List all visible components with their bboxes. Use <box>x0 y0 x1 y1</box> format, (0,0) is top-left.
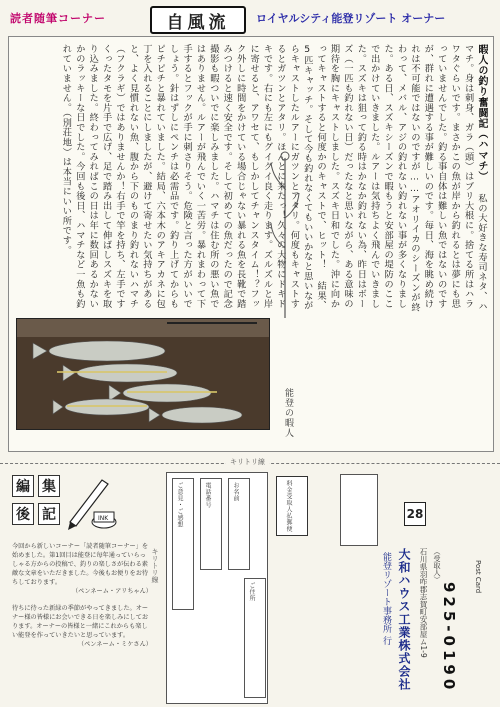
recipient-label: （受取人） <box>433 548 441 583</box>
essay-line: ヒット！ 結果、5匹キャッチ。 <box>301 44 327 311</box>
essay-line: 久々の大物にドキドキです。 <box>261 44 286 309</box>
essay-line: ズルズルと岸に寄せると、アワセて、もしかしてチャンスタイム！？ <box>248 44 273 309</box>
essay-line: 昨日はボーズ（一匹も釣れない日）だったなと思いながら、 <box>341 44 367 309</box>
essay-line: スズキ日和でした。 <box>328 181 340 270</box>
essay-line: ハマチは住む所の悪い魚ではありません。 <box>194 44 219 309</box>
essay-line: 釣り上げてからもピチピチと暴れていました。 <box>154 44 179 309</box>
essay-line: 何度もキャストするとガツンとアタリ。ほんとに来たっ！ <box>274 44 300 309</box>
zip-code: 925-0190 <box>440 582 458 694</box>
svg-text:INK: INK <box>98 515 109 522</box>
pen-and-ink-icon <box>60 472 120 532</box>
form-label: 電話番号 <box>204 482 211 508</box>
form-label: ご意見・ご感想 <box>176 482 183 528</box>
editor-signature: （ペンネーム・ミケさん） <box>77 641 152 648</box>
stamp-note: 料金受取人払郵便 <box>285 480 292 532</box>
editor-title-char: 後 <box>12 503 34 525</box>
essay-line: まさかこの魚が岸から釣れるとは夢にも思っていませんでした。 <box>435 44 461 309</box>
essay-line: 右手で竿を持ち、左手ですくったタモを片手で広げ、足で踏み出して伸ばしスズキを取り込みました。 <box>87 44 126 309</box>
essay-title: 暇人の釣り奮闘記（ハマチ） <box>476 44 487 182</box>
plant-illustration-icon <box>268 148 302 318</box>
essay-line: よく見慣れない魚、腹から下のものまり釣れないハマチ（フクラギ）ではありませんか！ <box>114 44 139 309</box>
essay-line: 危険と言った方がいいでしょう。針はずしにペンチは必需品です。 <box>167 44 193 309</box>
essay-line: 今回も後日、ハマチなど一魚も釣れていません。 <box>60 44 85 309</box>
editor-notes <box>12 542 152 649</box>
corner-label: 読者随筆コーナー <box>10 12 106 25</box>
essay-line: 釣る事自体は難しい魚ではないのですが、群れに遭遇する事が難しいのです。 <box>422 44 447 309</box>
cut-line-label: キリトリ線 <box>151 548 159 583</box>
essay-line: 右にも左にもグイグイ良く走ります。 <box>261 83 273 250</box>
editor-title-char: 集 <box>38 475 60 497</box>
essay-line: 身は刺身、ガラ（頭）はブリ大根に。捨てる所はハラワタぐらいです。 <box>449 44 474 309</box>
form-label: ご住所 <box>248 582 255 602</box>
essay-line: （別荘地）は本当にいい所です。 <box>60 112 72 256</box>
editor-signature: （ペンネーム・アリちゃん） <box>71 588 152 595</box>
resort-title: ロイヤルシティ能登リゾート オーナー <box>256 12 446 25</box>
essay-line: ある日、スズキシーズンで暇もうと安部屋の堤防のここで出かけていきました。 <box>368 44 394 309</box>
essay-line: 毎日、海を眺め続けれは不可能ではないのですが…… <box>408 44 434 309</box>
permit-number: 28 <box>404 502 426 526</box>
essay-line: 沖に向かってキャストすると何度かのキャストで、 <box>315 44 340 309</box>
essay-line: そして今も釣れなくてもいいかなと思いながらキャストしたルアーにガツンとアタリ。 <box>288 44 313 311</box>
editor-paragraph: 今回から新しいコーナー「読者随筆コーナー」を始めました。第1回目は能登に毎年通っていらっしゃる方からの投稿で、釣りの楽しさが伝わる素敵な文章をいただきました。今後もお便りをお待ちしております。 <box>12 543 149 586</box>
essay-author: 能登の暇人 <box>283 388 293 438</box>
recipient-department: 能登リゾート事務所 行 <box>381 552 391 645</box>
essay-line: 私の大好きな寿司ネタ、ハマチ。 <box>462 44 487 312</box>
essay-body <box>18 44 488 314</box>
essay-line: スズキは狙って釣る時はかなか釣れない為、 <box>355 63 367 260</box>
editor-paragraph: 待ちに待った新緑の季節がやってきました。オーナー様の皆様にお会いできる日を楽しみにしております。オーナーの皆様と一緒にこれからも楽しい能登を作っていきたいと思っています。 <box>12 605 149 639</box>
fish-photo <box>16 318 270 430</box>
essay-line: 結局、六本木のアキアカネに包丁を入れることにしましたが、 <box>140 44 166 309</box>
essay-line: アオリイカのシーズンが終わって、メバル、アジの釣れない釣れない事が多くなりました。 <box>382 44 420 313</box>
essay-line: ルアーは気持ちよく飛んでいきました。 <box>355 44 380 309</box>
editor-title-char: 編 <box>12 475 34 497</box>
editor-title-char: 記 <box>38 503 60 525</box>
masthead-logo: 自風流 <box>150 6 246 34</box>
fish-catch-image <box>17 319 269 429</box>
essay-line: そして初めての魚だったので記念撮影も暇ついでに楽しみました。 <box>207 44 233 309</box>
essay-line: ルアーが飛んでいく一苦労。暴れまわって下手するとフックが手に刺さりそう。 <box>181 44 206 309</box>
postcard-label: Post Card <box>474 560 482 594</box>
essay-line: フック外しに時間をかけている場合じゃない暴れる魚を長靴で踏みつけると速く安全です。 <box>221 44 260 309</box>
permit-box <box>340 474 378 546</box>
essay-line: ある意味の期待を胸にキャストしました。 <box>328 44 353 309</box>
recipient-company: 大和ハウス工業株式会社 <box>397 548 411 691</box>
recipient-address: 石川県羽咋郡志賀町安部屋ム1-9 <box>419 548 428 658</box>
fold-line-label: キリトリ線 <box>226 457 269 467</box>
essay-line: 避けて寄せたい気持ちがあると、 <box>127 44 152 309</box>
essay-line: 終わってみればこの日は年に数回あるかないかのラッキーな日でした。 <box>73 44 99 309</box>
form-label: お名前 <box>232 482 239 502</box>
